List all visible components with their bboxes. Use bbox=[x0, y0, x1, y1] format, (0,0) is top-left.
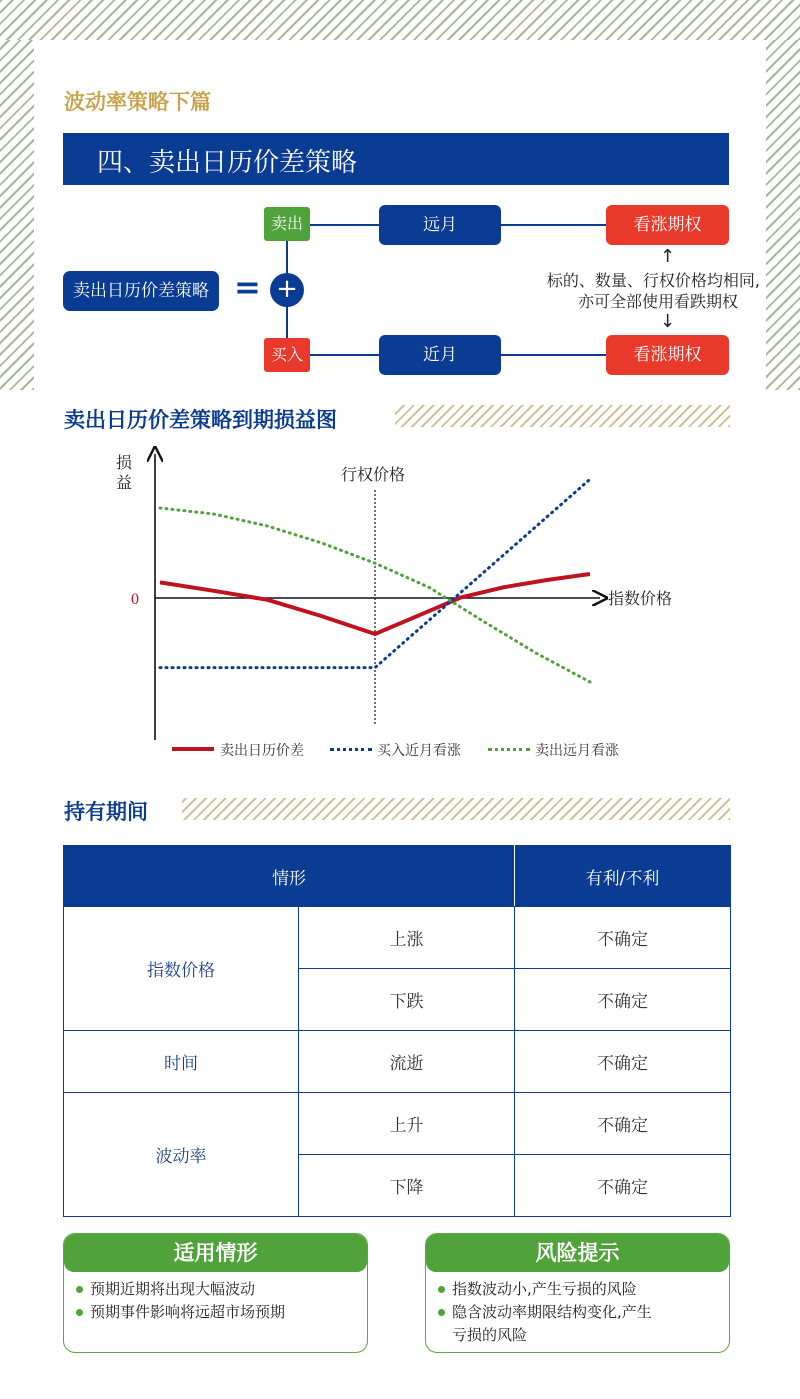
list-item: 指数波动小,产生亏损的风险 bbox=[452, 1278, 729, 1301]
x-axis-label: 指数价格 bbox=[608, 591, 673, 608]
sell-action-box: 卖出 bbox=[264, 207, 310, 241]
far-month-box: 远月 bbox=[379, 205, 501, 245]
holding-title-hatch bbox=[182, 798, 730, 820]
y-axis-label-1: 损 bbox=[116, 455, 133, 472]
holding-section-title: 持有期间 bbox=[64, 800, 148, 824]
group-cell: 波动率 bbox=[64, 1093, 299, 1217]
legend-label-series-1: 卖出日历价差 bbox=[220, 743, 304, 759]
table-header-row bbox=[64, 846, 731, 907]
arrow-down-icon: ↓ bbox=[660, 311, 676, 332]
legend-label-series-3: 卖出远月看涨 bbox=[535, 743, 619, 759]
list-item: 隐含波动率期限结构变化,产生 bbox=[452, 1301, 729, 1324]
effect-cell: 不确定 bbox=[515, 1155, 731, 1217]
buy-action-box: 买入 bbox=[264, 338, 310, 372]
top-hatch-decoration bbox=[0, 0, 800, 40]
legend-label-series-2: 买入近月看涨 bbox=[377, 743, 461, 759]
group-cell: 时间 bbox=[64, 1031, 299, 1093]
sub-cell: 上升 bbox=[299, 1093, 515, 1155]
effect-cell: 不确定 bbox=[515, 969, 731, 1031]
payoff-section-title: 卖出日历价差策略到期损益图 bbox=[64, 408, 337, 432]
applicable-card bbox=[63, 1233, 368, 1353]
holding-table bbox=[63, 845, 731, 1217]
applicable-list bbox=[64, 1278, 367, 1324]
right-hatch-decoration bbox=[766, 40, 800, 390]
arrow-up-icon: ↑ bbox=[660, 246, 676, 267]
header-scenario: 情形 bbox=[64, 846, 515, 907]
bottom-call-option-box: 看涨期权 bbox=[606, 335, 729, 375]
sub-cell: 下跌 bbox=[299, 969, 515, 1031]
header-effect: 有利/不利 bbox=[515, 846, 731, 907]
sub-cell: 流逝 bbox=[299, 1031, 515, 1093]
effect-cell: 不确定 bbox=[515, 907, 731, 969]
series-title: 波动率策略下篇 bbox=[64, 90, 211, 114]
sub-cell: 下降 bbox=[299, 1155, 515, 1217]
legend-swatch-dotted-blue bbox=[330, 748, 372, 751]
plus-sign: + bbox=[276, 274, 298, 304]
table-row bbox=[64, 1031, 731, 1093]
strategy-label-box: 卖出日历价差策略 bbox=[63, 271, 219, 311]
y-axis-label-2: 益 bbox=[116, 475, 133, 492]
section-title: 四、卖出日历价差策略 bbox=[97, 148, 358, 178]
zero-label: 0 bbox=[131, 591, 139, 608]
legend-swatch-solid-red bbox=[172, 747, 214, 751]
note-line-2: 亦可全部使用看跌期权 bbox=[577, 292, 738, 311]
payoff-title-hatch bbox=[395, 405, 730, 427]
risk-card bbox=[425, 1233, 730, 1353]
effect-cell: 不确定 bbox=[515, 1031, 731, 1093]
legend-swatch-dotted-green bbox=[488, 748, 530, 751]
list-item-continuation: 亏损的风险 bbox=[452, 1326, 528, 1344]
group-cell: 指数价格 bbox=[64, 907, 299, 1031]
near-month-box: 近月 bbox=[379, 335, 501, 375]
table-row bbox=[64, 907, 731, 969]
left-hatch-decoration bbox=[0, 40, 34, 390]
risk-list bbox=[426, 1278, 729, 1347]
risk-title: 风险提示 bbox=[426, 1234, 729, 1272]
list-item: 预期近期将出现大幅波动 bbox=[90, 1278, 367, 1301]
strike-annotation: 行权价格 bbox=[341, 467, 406, 484]
effect-cell: 不确定 bbox=[515, 1093, 731, 1155]
sub-cell: 上涨 bbox=[299, 907, 515, 969]
applicable-title: 适用情形 bbox=[64, 1234, 367, 1272]
table-row bbox=[64, 1093, 731, 1155]
list-item: 预期事件影响将远超市场预期 bbox=[90, 1301, 367, 1324]
top-call-option-box: 看涨期权 bbox=[606, 205, 729, 245]
plus-circle-icon bbox=[270, 273, 304, 307]
payoff-chart bbox=[0, 440, 800, 770]
equals-sign: = bbox=[234, 268, 261, 306]
section-banner bbox=[63, 133, 729, 185]
note-line-1: 标的、数量、行权价格均相同, bbox=[546, 271, 760, 290]
